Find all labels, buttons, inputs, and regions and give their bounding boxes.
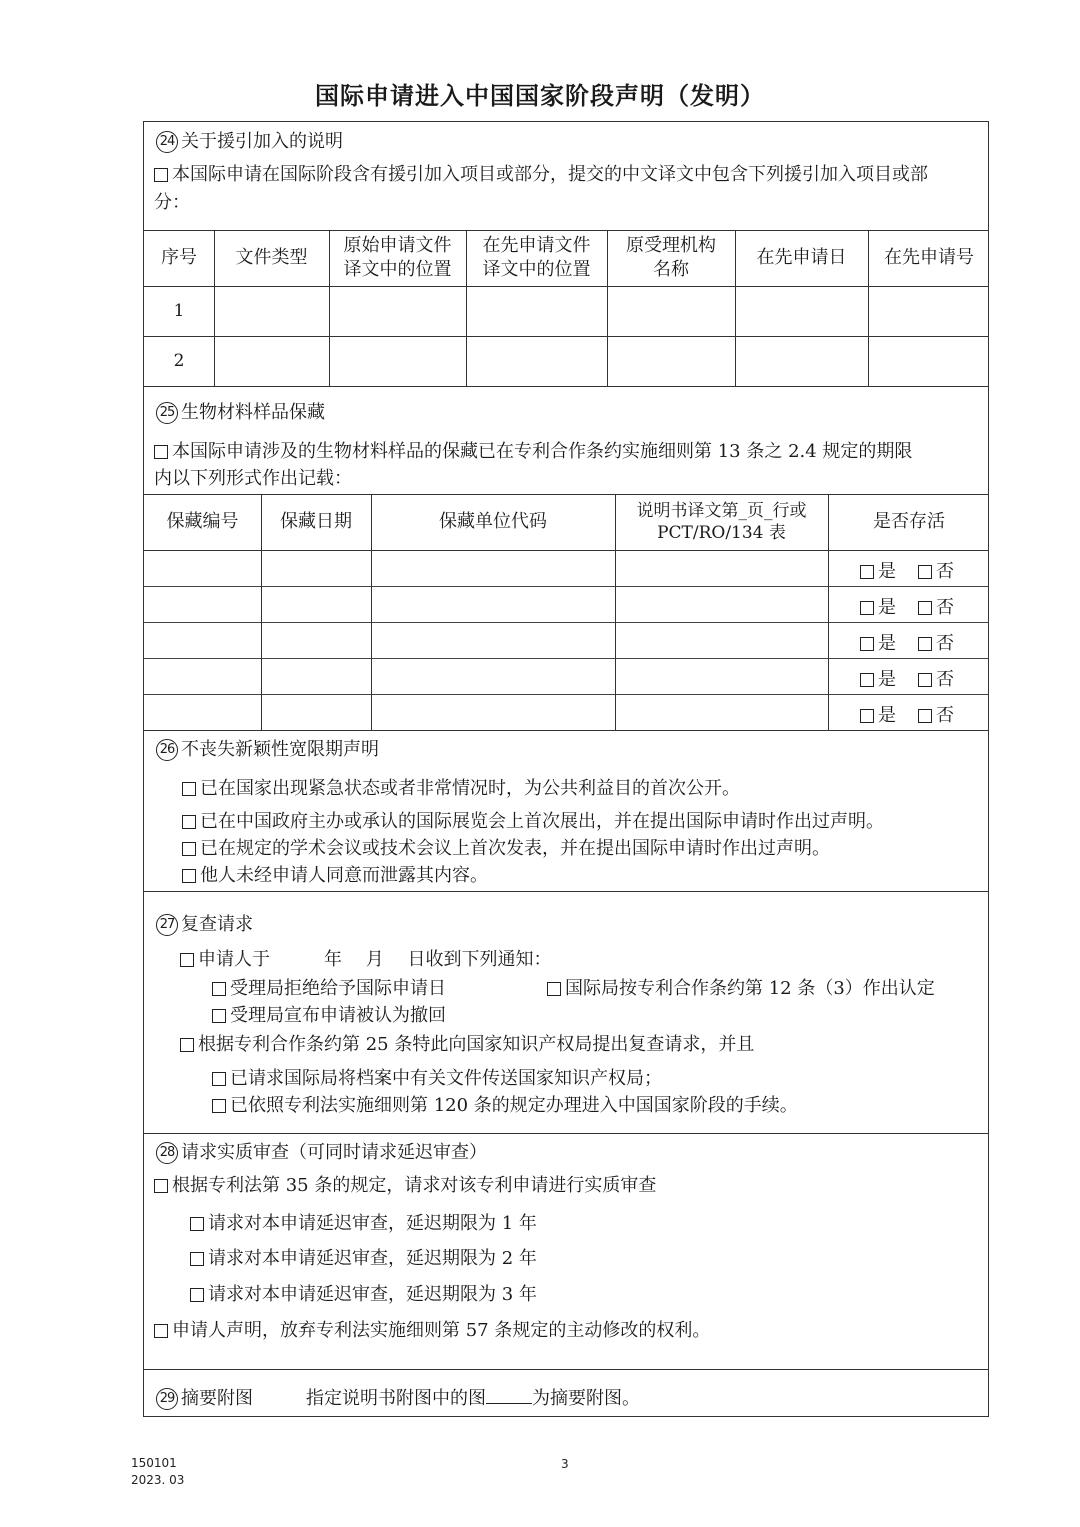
page-title: 国际申请进入中国国家阶段声明（发明）: [315, 82, 765, 110]
yes-checkbox[interactable]: [860, 637, 874, 651]
page-number: 3: [561, 1457, 569, 1471]
viability-choice-row-1: 是 否: [860, 560, 954, 584]
s24-checkbox[interactable]: [154, 168, 168, 182]
s27-checkbox[interactable]: [547, 982, 561, 996]
s28-waiver: 申请人声明，放弃专利法实施细则第 57 条规定的主动修改的权利。: [154, 1319, 710, 1343]
section-27-heading: 27 复查请求: [156, 913, 253, 937]
s26-item: 已在中国政府主办或承认的国际展览会上首次展出，并在提出国际申请时作出过声明。: [182, 810, 884, 834]
s24-statement-cont: 分：: [154, 192, 190, 213]
s26-item: 已在规定的学术会议或技术会议上首次发表，并在提出国际申请时作出过声明。: [182, 837, 830, 861]
s28-delay-option: 请求对本申请延迟审查，延迟期限为 1 年: [190, 1212, 537, 1236]
th-prior-date: 在先申请日: [756, 247, 847, 268]
s26-checkbox[interactable]: [182, 782, 196, 796]
s27-checkbox[interactable]: [212, 1072, 226, 1086]
s25-statement-cont: 内以下列形式作出记载：: [154, 468, 352, 489]
s28-checkbox[interactable]: [190, 1217, 204, 1231]
s28-checkbox[interactable]: [190, 1288, 204, 1302]
s26-checkbox[interactable]: [182, 815, 196, 829]
s28-checkbox[interactable]: [154, 1324, 168, 1338]
circled-number-26: 26: [156, 739, 178, 761]
viability-choice-row-2: 是 否: [860, 596, 954, 620]
yes-checkbox[interactable]: [860, 709, 874, 723]
s25-statement: 本国际申请涉及的生物材料样品的保藏已在专利合作条约实施细则第 13 条之 2.4 规定的期限: [154, 440, 912, 464]
declaration-form: [143, 121, 989, 1417]
th-doc-type: 文件类型: [235, 247, 308, 268]
s27-option: 受理局宣布申请被认为撤回: [212, 1004, 446, 1028]
yes-checkbox[interactable]: [860, 601, 874, 615]
th-prior-position: 在先申请文件 译文中的位置: [482, 235, 591, 280]
circled-number-25: 25: [156, 402, 178, 424]
s27-sub-option: 已依照专利法实施细则第 120 条的规定办理进入中国国家阶段的手续。: [212, 1094, 798, 1118]
s27-checkbox[interactable]: [212, 1009, 226, 1023]
th-depositary-code: 保藏单位代码: [439, 511, 547, 532]
s27-sub-option: 已请求国际局将档案中有关文件传送国家知识产权局；: [212, 1067, 662, 1091]
viability-choice-row-5: 是 否: [860, 704, 954, 728]
s26-item: 他人未经申请人同意而泄露其内容。: [182, 864, 488, 888]
no-checkbox[interactable]: [918, 601, 932, 615]
s27-receipt-line: 申请人于 年 月 日收到下列通知：: [180, 948, 551, 972]
section-25-heading: 25 生物材料样品保藏: [156, 401, 325, 425]
yes-checkbox[interactable]: [860, 565, 874, 579]
section-28-heading: 28 请求实质审查（可同时请求延迟审查）: [156, 1141, 487, 1165]
s27-checkbox[interactable]: [212, 1099, 226, 1113]
s25-checkbox[interactable]: [154, 445, 168, 459]
section-24-heading: 24 关于援引加入的说明: [156, 130, 343, 154]
viability-choice-row-4: 是 否: [860, 668, 954, 692]
th-deposit-date: 保藏日期: [280, 511, 352, 532]
viability-choice-row-3: 是 否: [860, 632, 954, 656]
s28-delay-option: 请求对本申请延迟审查，延迟期限为 2 年: [190, 1247, 537, 1271]
s27-option: 受理局拒绝给予国际申请日: [212, 977, 446, 1001]
no-checkbox[interactable]: [918, 673, 932, 687]
th-prior-number: 在先申请号: [884, 247, 974, 268]
s29-designation: 指定说明书附图中的图 为摘要附图。: [306, 1388, 640, 1409]
no-checkbox[interactable]: [918, 709, 932, 723]
no-checkbox[interactable]: [918, 565, 932, 579]
no-checkbox[interactable]: [918, 637, 932, 651]
s27-option: 国际局按专利合作条约第 12 条（3）作出认定: [547, 977, 935, 1001]
s27-request-line: 根据专利合作条约第 25 条特此向国家知识产权局提出复查请求，并且: [180, 1033, 754, 1057]
circled-number-27: 27: [156, 914, 178, 936]
th-seq: 序号: [161, 247, 197, 268]
s28-checkbox[interactable]: [190, 1252, 204, 1266]
s26-item: 已在国家出现紧急状态或者非常情况时，为公共利益目的首次公开。: [182, 777, 740, 801]
s26-checkbox[interactable]: [182, 869, 196, 883]
yes-checkbox[interactable]: [860, 673, 874, 687]
th-description-location: 说明书译文第_页_行或 PCT/RO/134 表: [636, 501, 807, 543]
section-26-heading: 26 不丧失新颖性宽限期声明: [156, 738, 379, 762]
form-code: 150101: [131, 1456, 177, 1470]
s24-statement: 本国际申请在国际阶段含有援引加入项目或部分，提交的中文译文中包含下列援引加入项目或部: [154, 163, 928, 187]
s27-checkbox[interactable]: [180, 953, 194, 967]
circled-number-28: 28: [156, 1142, 178, 1164]
figure-number-blank[interactable]: [486, 1389, 532, 1404]
th-original-position: 原始申请文件 译文中的位置: [343, 235, 452, 280]
s28-checkbox[interactable]: [154, 1179, 168, 1193]
s28-delay-option: 请求对本申请延迟审查，延迟期限为 3 年: [190, 1283, 537, 1307]
th-office-name: 原受理机构 名称: [626, 235, 716, 280]
s27-checkbox[interactable]: [180, 1038, 194, 1052]
th-deposit-number: 保藏编号: [166, 511, 239, 532]
section-29-heading: 29 摘要附图: [156, 1387, 253, 1411]
s28-exam-request: 根据专利法第 35 条的规定，请求对该专利申请进行实质审查: [154, 1174, 656, 1198]
circled-number-24: 24: [156, 131, 178, 153]
th-viability: 是否存活: [873, 511, 945, 532]
s26-checkbox[interactable]: [182, 842, 196, 856]
form-date: 2023. 03: [131, 1473, 185, 1487]
circled-number-29: 29: [156, 1388, 178, 1410]
row-number: 2: [173, 351, 185, 371]
row-number: 1: [173, 301, 185, 321]
s27-checkbox[interactable]: [212, 982, 226, 996]
